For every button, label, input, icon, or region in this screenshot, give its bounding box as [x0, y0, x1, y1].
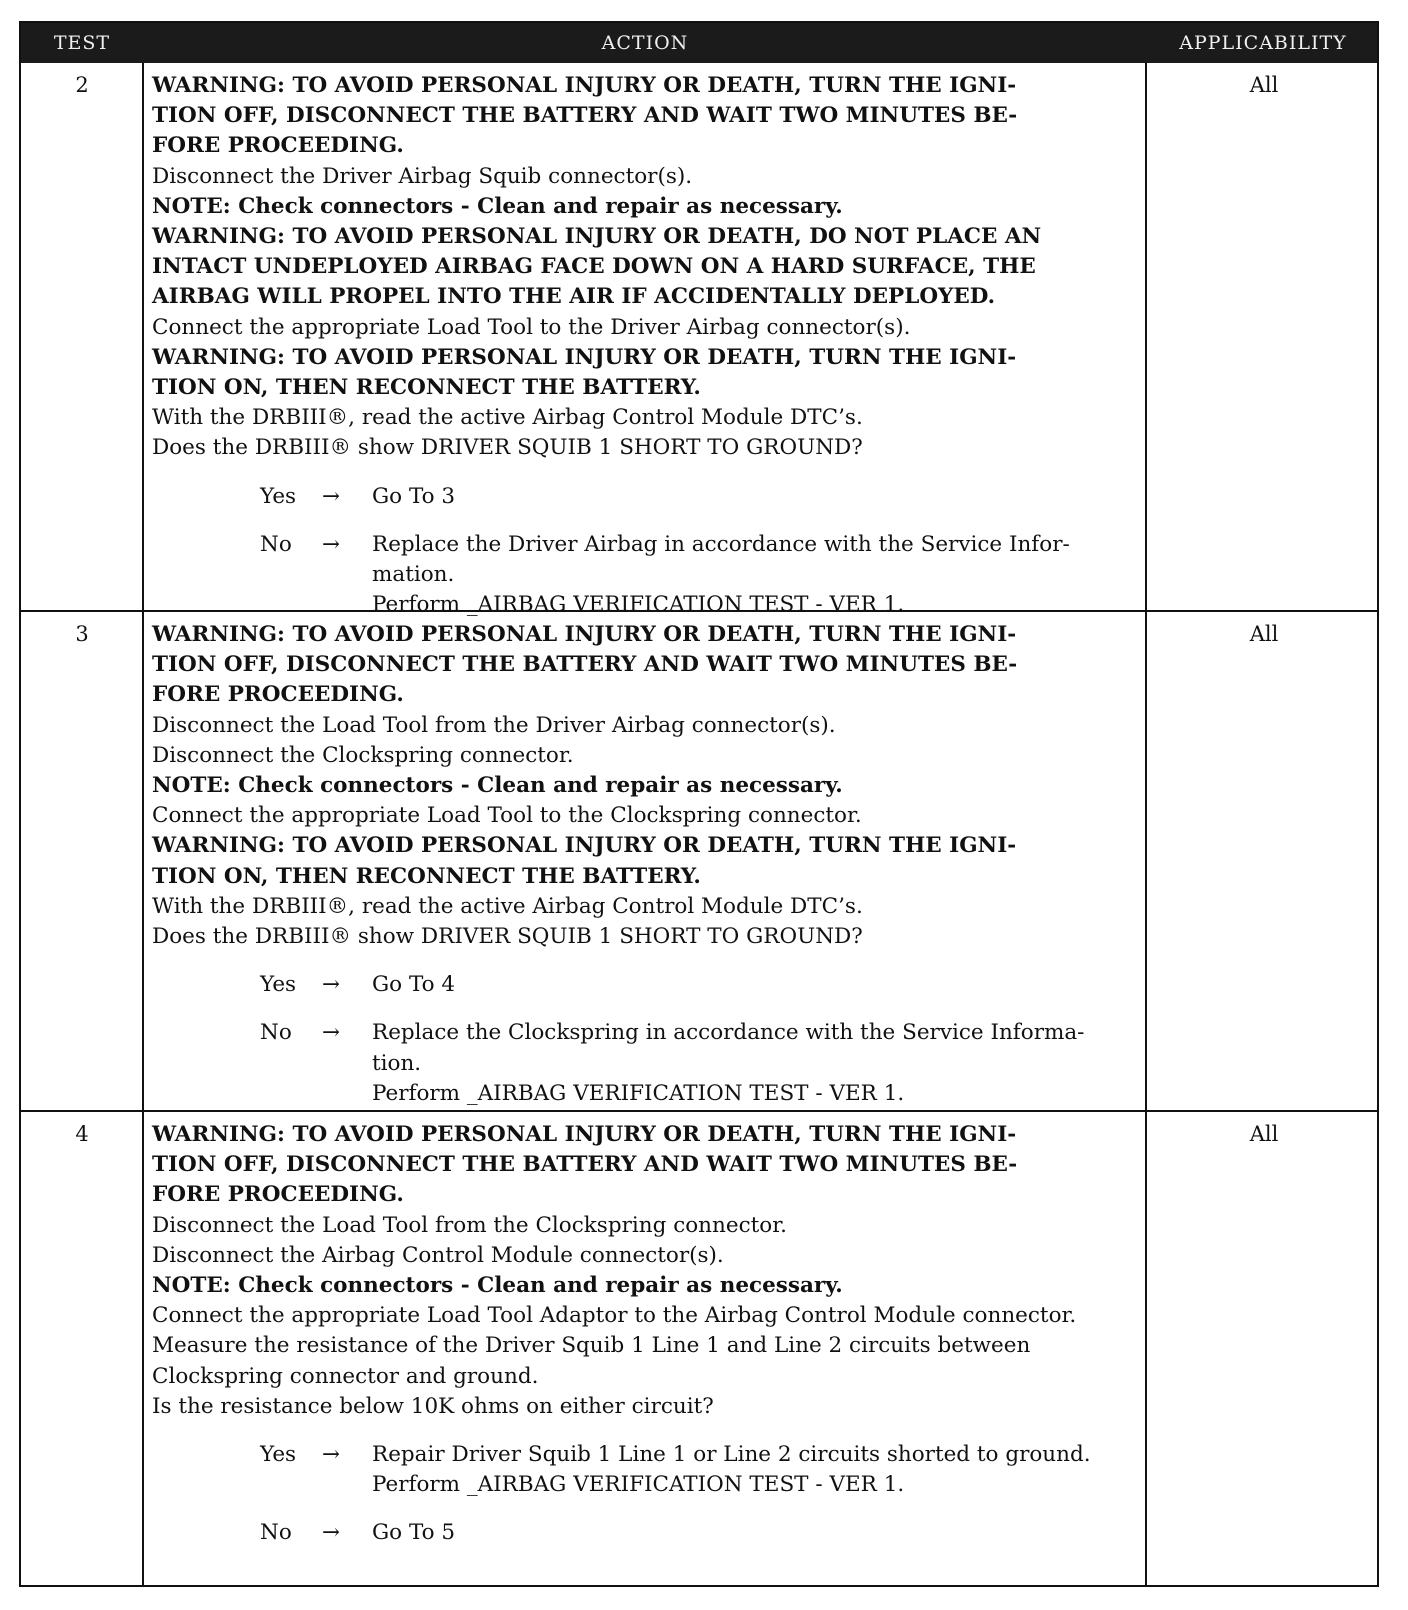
- warning-note-line: WARNING: TO AVOID PERSONAL INJURY OR DEATH, DO NOT PLACE AN: [152, 224, 1042, 250]
- test-number: 4: [75, 1122, 89, 1146]
- warning-note-line: TION OFF, DISCONNECT THE BATTERY AND WAIT TWO MINUTES BE-: [152, 103, 1018, 129]
- arrow-icon: →: [322, 1020, 341, 1046]
- applicability-value: All: [1249, 622, 1279, 646]
- instruction-line: Disconnect the Airbag Control Module connector(s).: [152, 1242, 724, 1268]
- warning-note-line: TION ON, THEN RECONNECT THE BATTERY.: [152, 375, 701, 401]
- warning-note-line: TION OFF, DISCONNECT THE BATTERY AND WAIT TWO MINUTES BE-: [152, 1152, 1018, 1178]
- warning-note-line: WARNING: TO AVOID PERSONAL INJURY OR DEATH, TURN THE IGNI-: [152, 1122, 1017, 1147]
- yes-branch: [152, 1440, 1137, 1500]
- yes-branch: [152, 482, 1137, 512]
- no-result-line: Replace the Driver Airbag in accordance with the Service Infor-: [372, 531, 1070, 557]
- instruction-line: Disconnect the Load Tool from the Clockspring connector.: [152, 1212, 787, 1238]
- action-text: [152, 620, 1137, 1109]
- warning-note-line: NOTE: Check connectors - Clean and repair as necessary.: [152, 193, 843, 219]
- warning-note-line: FORE PROCEEDING.: [152, 682, 404, 708]
- no-label: No: [260, 1520, 292, 1546]
- no-result-line: Perform _AIRBAG VERIFICATION TEST - VER 1.: [372, 1080, 905, 1106]
- yes-label: Yes: [260, 1442, 297, 1468]
- instruction-line: Does the DRBIII® show DRIVER SQUIB 1 SHORT TO GROUND?: [152, 435, 863, 461]
- test-number: 3: [75, 622, 89, 646]
- no-branch: [152, 1018, 1137, 1109]
- instruction-line: Is the resistance below 10K ohms on either circuit?: [152, 1393, 714, 1419]
- test-number: 2: [75, 73, 89, 97]
- no-result-line: Perform _AIRBAG VERIFICATION TEST - VER 1.: [372, 592, 905, 618]
- warning-note-line: TION OFF, DISCONNECT THE BATTERY AND WAIT TWO MINUTES BE-: [152, 652, 1018, 678]
- instruction-line: Connect the appropriate Load Tool Adaptor to the Airbag Control Module connector.: [152, 1303, 1077, 1329]
- no-branch: [152, 530, 1137, 621]
- header-action: ACTION: [601, 32, 689, 54]
- warning-note-line: NOTE: Check connectors - Clean and repair as necessary.: [152, 1273, 843, 1299]
- table-row: [21, 1112, 1377, 1587]
- no-branch: [152, 1518, 1137, 1548]
- yes-result-line: Go To 3: [372, 483, 456, 509]
- instruction-line: Measure the resistance of the Driver Squib 1 Line 1 and Line 2 circuits between: [152, 1333, 1031, 1359]
- warning-note-line: WARNING: TO AVOID PERSONAL INJURY OR DEATH, TURN THE IGNI-: [152, 344, 1017, 370]
- warning-note-line: TION ON, THEN RECONNECT THE BATTERY.: [152, 863, 701, 889]
- arrow-icon: →: [322, 972, 341, 998]
- warning-note-line: AIRBAG WILL PROPEL INTO THE AIR IF ACCIDENTALLY DEPLOYED.: [152, 284, 996, 310]
- no-result-line: tion.: [372, 1050, 422, 1076]
- instruction-line: With the DRBIII®, read the active Airbag Control Module DTC’s.: [152, 405, 863, 431]
- yes-label: Yes: [260, 483, 297, 509]
- yes-branch: [152, 970, 1137, 1000]
- applicability-value: All: [1249, 73, 1279, 97]
- applicability-value: All: [1249, 1122, 1279, 1146]
- no-result-line: Replace the Clockspring in accordance with the Service Informa-: [372, 1020, 1085, 1046]
- arrow-icon: →: [322, 483, 341, 509]
- warning-note-line: FORE PROCEEDING.: [152, 1182, 404, 1208]
- arrow-icon: →: [322, 531, 341, 557]
- instruction-line: Connect the appropriate Load Tool to the Driver Airbag connector(s).: [152, 314, 911, 340]
- instruction-line: Disconnect the Driver Airbag Squib connector(s).: [152, 163, 693, 189]
- action-text: [152, 1120, 1137, 1549]
- no-result-line: Go To 5: [372, 1520, 456, 1546]
- yes-label: Yes: [260, 972, 297, 998]
- table-row: [21, 612, 1377, 1110]
- warning-note-line: FORE PROCEEDING.: [152, 133, 404, 159]
- warning-note-line: INTACT UNDEPLOYED AIRBAG FACE DOWN ON A HARD SURFACE, THE: [152, 254, 1036, 280]
- diagnostic-table: [19, 21, 1379, 1587]
- instruction-line: Disconnect the Clockspring connector.: [152, 742, 574, 768]
- table-row: [21, 63, 1377, 618]
- warning-note-line: WARNING: TO AVOID PERSONAL INJURY OR DEATH, TURN THE IGNI-: [152, 622, 1017, 647]
- instruction-line: Disconnect the Load Tool from the Driver Airbag connector(s).: [152, 712, 836, 738]
- instruction-line: With the DRBIII®, read the active Airbag Control Module DTC’s.: [152, 893, 863, 919]
- yes-result-line: Go To 4: [372, 972, 456, 998]
- instruction-line: Connect the appropriate Load Tool to the Clockspring connector.: [152, 803, 862, 829]
- yes-result-line: Perform _AIRBAG VERIFICATION TEST - VER 1.: [372, 1472, 905, 1498]
- warning-note-line: WARNING: TO AVOID PERSONAL INJURY OR DEATH, TURN THE IGNI-: [152, 833, 1017, 859]
- header-test: TEST: [53, 32, 111, 54]
- yes-result-line: Repair Driver Squib 1 Line 1 or Line 2 circuits shorted to ground.: [372, 1442, 1091, 1468]
- no-result-line: mation.: [372, 562, 455, 588]
- arrow-icon: →: [322, 1520, 341, 1546]
- arrow-icon: →: [322, 1442, 341, 1468]
- no-label: No: [260, 531, 292, 557]
- no-label: No: [260, 1020, 292, 1046]
- action-text: [152, 71, 1137, 620]
- warning-note-line: WARNING: TO AVOID PERSONAL INJURY OR DEATH, TURN THE IGNI-: [152, 73, 1017, 98]
- instruction-line: Clockspring connector and ground.: [152, 1363, 539, 1389]
- instruction-line: Does the DRBIII® show DRIVER SQUIB 1 SHORT TO GROUND?: [152, 924, 863, 950]
- header-applicability: APPLICABILITY: [1179, 32, 1347, 54]
- warning-note-line: NOTE: Check connectors - Clean and repair as necessary.: [152, 773, 843, 799]
- table-header: [21, 23, 1377, 63]
